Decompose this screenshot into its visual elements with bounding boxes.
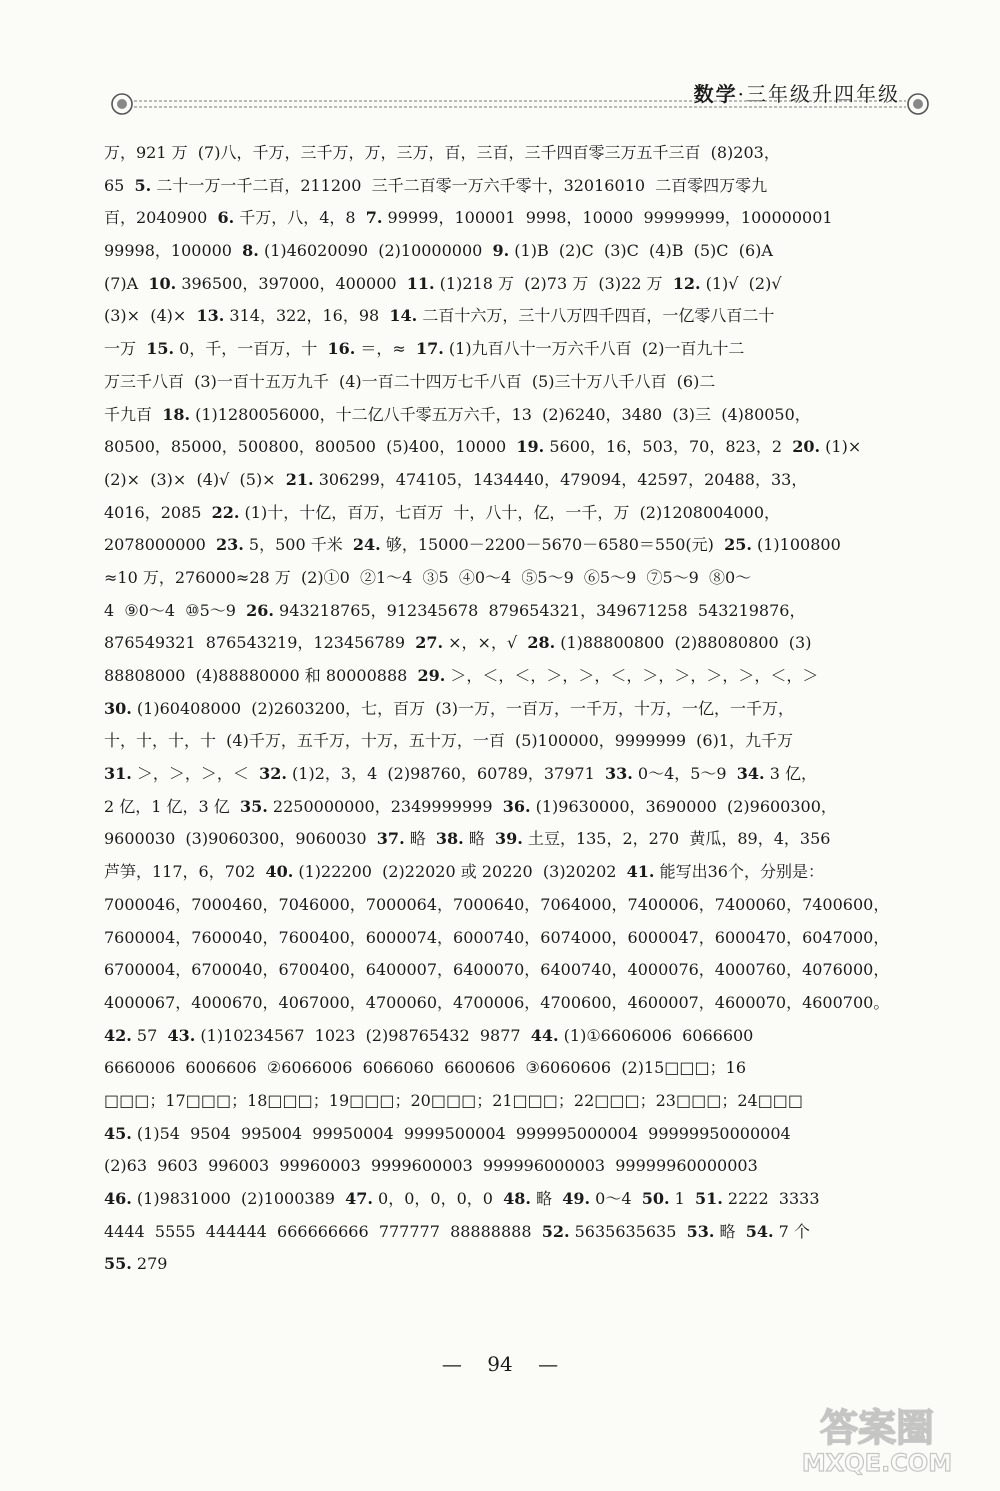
answer-segment: (2)× (3)× (4)√ (5)×	[104, 469, 286, 489]
answer-segment: 百，2040900	[104, 208, 218, 228]
answer-segment: (1)9831000 (2)1000389	[131, 1189, 346, 1208]
answer-segment: 65	[104, 175, 135, 195]
answer-segment: 279	[131, 1254, 168, 1274]
question-number: 48.	[503, 1189, 531, 1208]
question-number: 54.	[745, 1221, 774, 1241]
answer-segment: (2)63 9603 996003 99960003 9999600003 999996000003 99999960000003	[104, 1156, 758, 1176]
answer-segment: 2222 3333	[722, 1189, 820, 1208]
question-number: 9.	[492, 241, 510, 261]
answer-segment: (1)54 9504 995004 99950004 9999500004 999995000004 99999950000004	[131, 1123, 791, 1143]
text-line	[104, 202, 934, 235]
answer-segment: 0，千，一百万，十	[174, 339, 328, 359]
header-subject: 数学	[693, 82, 738, 106]
watermark-logo-icon	[772, 1397, 982, 1477]
answer-segment: 能写出36个，分别是：	[654, 862, 824, 882]
answer-segment: 1	[669, 1189, 695, 1208]
answer-segment: 芦笋，117，6，702	[104, 862, 266, 882]
question-number: 37.	[376, 829, 405, 849]
text-line	[104, 595, 934, 628]
text-line	[104, 693, 934, 726]
answer-segment: 306299，474105，1434440，479094，42597，20488，33，	[313, 469, 808, 489]
question-number: 24.	[352, 535, 381, 555]
answer-segment: 4444 5555 444444 666666666 777777 88888888	[104, 1221, 542, 1241]
text-line	[104, 725, 934, 758]
question-number: 41.	[626, 862, 655, 882]
answer-segment: 7 个	[773, 1221, 810, 1241]
question-number: 6.	[217, 208, 235, 228]
answer-segment: ＞，＞，＞，＜	[131, 764, 260, 784]
question-number: 53.	[686, 1221, 715, 1241]
question-number: 16.	[327, 339, 356, 359]
answer-segment: 略	[530, 1189, 563, 1208]
question-number: 7.	[365, 208, 383, 228]
answer-segment: (1)10234567 1023 (2)98765432 9877	[195, 1025, 531, 1045]
answer-segment: ＝，≈	[355, 339, 416, 359]
text-line	[104, 1248, 934, 1281]
text-line	[104, 987, 934, 1020]
answer-segment: □□□；17□□□；18□□□；19□□□；20□□□；21□□□；22□□□；23□□□；24□□□	[104, 1090, 804, 1110]
answer-segment: 万，921 万 (7)八，千万，三千万，万，三万，百，三百，三千四百零三万五千三百 (8)203，	[104, 143, 780, 162]
question-number: 29.	[417, 666, 446, 685]
question-number: 49.	[562, 1189, 591, 1208]
answer-segment: 88808000 (4)88880000 和 80000888	[104, 666, 418, 685]
header-separator: ·	[737, 82, 746, 106]
answer-segment: 二百十六万，三十八万四千四百，一亿零八百二十	[417, 306, 775, 326]
answer-segment: ×，×，√	[443, 633, 528, 653]
answer-segment: (1)46020090 (2)10000000	[258, 241, 493, 261]
question-number: 39.	[495, 829, 523, 849]
text-line	[104, 1183, 934, 1216]
question-number: 32.	[259, 764, 287, 784]
answer-segment: 314，322，16，98	[224, 306, 390, 326]
text-line	[104, 431, 934, 464]
answer-segment: 5，500 千米	[243, 535, 353, 555]
question-number: 34.	[736, 764, 765, 784]
question-number: 40.	[265, 862, 294, 882]
text-line	[104, 1150, 934, 1183]
answer-segment: 4016，2085	[104, 502, 212, 522]
question-number: 12.	[672, 273, 701, 293]
answer-segment: ≈10 万，276000≈28 万 (2)①0 ②1～4 ③5 ④0～4 ⑤5～9 ⑥5～9 ⑦5～9 ⑧0～	[104, 567, 752, 587]
answer-segment: 5635635635	[569, 1221, 687, 1241]
answer-segment: 略	[714, 1221, 746, 1241]
answer-segment: 6700004，6700040，6700400，6400007，6400070，6400740，4000076，4000760，4076000，	[104, 960, 890, 980]
text-line	[104, 464, 934, 497]
answer-segment: 0～4	[590, 1189, 642, 1208]
answer-segment: 千万，八，4，8	[234, 208, 366, 228]
text-line	[104, 333, 934, 366]
answer-segment: (1)九百八十一万六千八百 (2)一百九十二	[443, 339, 745, 359]
answer-segment: 3 亿，	[764, 764, 817, 784]
question-number: 10.	[148, 273, 177, 293]
answer-segment: 0，0，0，0，0	[372, 1189, 504, 1208]
answer-segment: (1)×	[820, 437, 862, 457]
text-line	[104, 791, 934, 824]
answer-segment: 2078000000	[104, 535, 216, 555]
question-number: 30.	[104, 698, 132, 718]
answer-segment: (3)× (4)×	[104, 306, 197, 326]
question-number: 45.	[104, 1123, 132, 1143]
answer-segment: 4 ⑨0～4 ⑩5～9	[104, 600, 247, 620]
answer-segment: 9600030 (3)9060300，9060030	[104, 829, 377, 849]
text-line	[104, 1052, 934, 1085]
answer-segment: 二十一万一千二百，211200 三千二百零一万六千零十，32016010 二百零四万零九	[151, 175, 768, 195]
answer-segment: 7000046，7000460，7046000，7000064，7000640，7064000，7400006，7400060，7400600，	[104, 894, 890, 914]
question-number: 20.	[792, 437, 821, 457]
answer-segment: 57	[131, 1025, 168, 1045]
answer-segment: 够，15000－2200－5670－6580＝550(元)	[380, 535, 725, 555]
answer-segment: 千九百	[104, 404, 163, 424]
page-footer	[0, 1352, 1000, 1376]
question-number: 19.	[516, 437, 545, 457]
answer-segment: 99998，100000	[104, 241, 243, 261]
question-number: 31.	[104, 764, 132, 784]
question-number: 35.	[239, 796, 268, 816]
question-number: 38.	[435, 829, 464, 849]
answer-text	[104, 137, 934, 1281]
answer-segment: 略	[463, 829, 496, 849]
page-header	[100, 70, 930, 130]
answer-segment: (1)60408000 (2)2603200，七，百万 (3)一万，一百万，一千万，十万，一亿，一千万，	[131, 698, 794, 718]
text-line	[104, 856, 934, 889]
text-line	[104, 268, 934, 301]
answer-segment: 土豆，135，2，270 黄瓜，89，4，356	[522, 829, 831, 849]
question-number: 23.	[215, 535, 244, 555]
answer-segment: 6660006 6006606 ②6066006 6066060 6600606 ③6060606 (2)15□□□；16	[104, 1058, 746, 1078]
answer-segment: 2250000000，2349999999	[267, 796, 503, 816]
question-number: 26.	[246, 600, 274, 620]
text-line	[104, 170, 934, 203]
text-line	[104, 889, 934, 922]
question-number: 5.	[134, 175, 152, 195]
answer-segment: (1)218 万 (2)73 万 (3)22 万	[434, 273, 673, 293]
text-line	[104, 954, 934, 987]
answer-segment: (1)22200 (2)22020 或 20220 (3)20202	[293, 862, 627, 882]
question-number: 11.	[406, 273, 435, 293]
answer-segment: 略	[404, 829, 436, 849]
footer-dash-right: —	[538, 1352, 559, 1376]
footer-dash-left: —	[441, 1352, 462, 1376]
answer-segment: (7)A	[104, 273, 149, 293]
question-number: 47.	[345, 1189, 373, 1208]
question-number: 55.	[104, 1254, 132, 1274]
text-line	[104, 399, 934, 432]
question-number: 18.	[162, 404, 191, 424]
text-line	[104, 300, 934, 333]
text-line	[104, 235, 934, 268]
answer-segment: (1)1280056000，十二亿八千零五万六千，13 (2)6240，3480 (3)三 (4)80050，	[190, 404, 811, 424]
watermark-brand: 答案圈	[819, 1406, 935, 1450]
question-number: 27.	[415, 633, 444, 653]
text-line	[104, 1085, 934, 1118]
text-line	[104, 758, 934, 791]
answer-segment: 2 亿，1 亿，3 亿	[104, 796, 240, 816]
question-number: 17.	[416, 339, 444, 359]
question-number: 8.	[242, 241, 259, 261]
text-line	[104, 366, 934, 399]
answer-segment: 943218765，912345678 879654321，349671258 543219876，	[273, 600, 806, 620]
question-number: 14.	[389, 306, 418, 326]
page-number: 94	[487, 1352, 513, 1376]
answer-segment: (1)√ (2)√	[700, 273, 782, 293]
question-number: 44.	[530, 1025, 559, 1045]
text-line	[104, 137, 934, 170]
answer-segment: (1)100800	[751, 535, 841, 555]
header-title	[694, 78, 900, 107]
question-number: 13.	[196, 306, 225, 326]
question-number: 22.	[211, 502, 240, 522]
answer-segment: 一万	[104, 339, 147, 359]
watermark-site: MXQE.COM	[801, 1449, 953, 1477]
question-number: 46.	[104, 1189, 132, 1208]
answer-segment: 十，十，十，十 (4)千万，五千万，十万，五十万，一百 (5)100000，9999999 (6)1，九千万	[104, 731, 794, 751]
answer-segment: ＞，＜，＜，＞，＞，＜，＞，＞，＞，＞，＜，＞	[445, 666, 819, 685]
question-number: 28.	[527, 633, 556, 653]
answer-segment: (1)88800800 (2)88080800 (3)	[555, 633, 812, 653]
answer-segment: (1)2，3，4 (2)98760，60789，37971	[286, 764, 605, 784]
question-number: 36.	[502, 796, 531, 816]
answer-segment: 876549321 876543219，123456789	[104, 633, 416, 653]
question-number: 33.	[604, 764, 633, 784]
question-number: 15.	[146, 339, 175, 359]
answer-segment: 5600，16，503，70，823，2	[544, 437, 793, 457]
question-number: 52.	[541, 1221, 570, 1241]
answer-segment: (1)十，十亿，百万，七百万 十，八十，亿，一千，万 (2)1208004000，	[239, 502, 781, 522]
answer-segment: 4000067，4000670，4067000，4700060，4700006，4700600，4600007，4600070，4600700。	[104, 992, 890, 1012]
text-line	[104, 660, 934, 693]
header-grade: 三年级升四年级	[746, 82, 900, 106]
answer-segment: 396500，397000，400000	[176, 273, 407, 293]
text-line	[104, 1118, 934, 1151]
text-line	[104, 562, 934, 595]
text-line	[104, 627, 934, 660]
question-number: 50.	[641, 1189, 670, 1208]
text-line	[104, 497, 934, 530]
answer-segment: 80500，85000，500800，800500 (5)400，10000	[104, 437, 517, 457]
answer-segment: (1)①6606006 6066600	[558, 1025, 754, 1045]
text-line	[104, 1216, 934, 1249]
question-number: 25.	[724, 535, 752, 555]
text-line	[104, 529, 934, 562]
text-line	[104, 823, 934, 856]
question-number: 21.	[285, 469, 314, 489]
question-number: 43.	[167, 1025, 196, 1045]
answer-segment: 万三千八百 (3)一百十五万九千 (4)一百二十四万七千八百 (5)三十万八千八百 (6)二	[104, 371, 716, 391]
question-number: 51.	[695, 1189, 723, 1208]
answer-segment: (1)B (2)C (3)C (4)B (5)C (6)A	[509, 241, 773, 261]
answer-segment: (1)9630000，3690000 (2)9600300，	[530, 796, 837, 816]
question-number: 42.	[104, 1025, 132, 1045]
text-line	[104, 922, 934, 955]
answer-segment: 7600004，7600040，7600400，6000074，6000740，6074000，6000047，6000470，6047000，	[104, 927, 890, 947]
answer-segment: 99999，100001 9998，10000 99999999，100000001	[382, 208, 833, 228]
text-line	[104, 1020, 934, 1053]
answer-segment: 0～4，5～9	[632, 764, 737, 784]
